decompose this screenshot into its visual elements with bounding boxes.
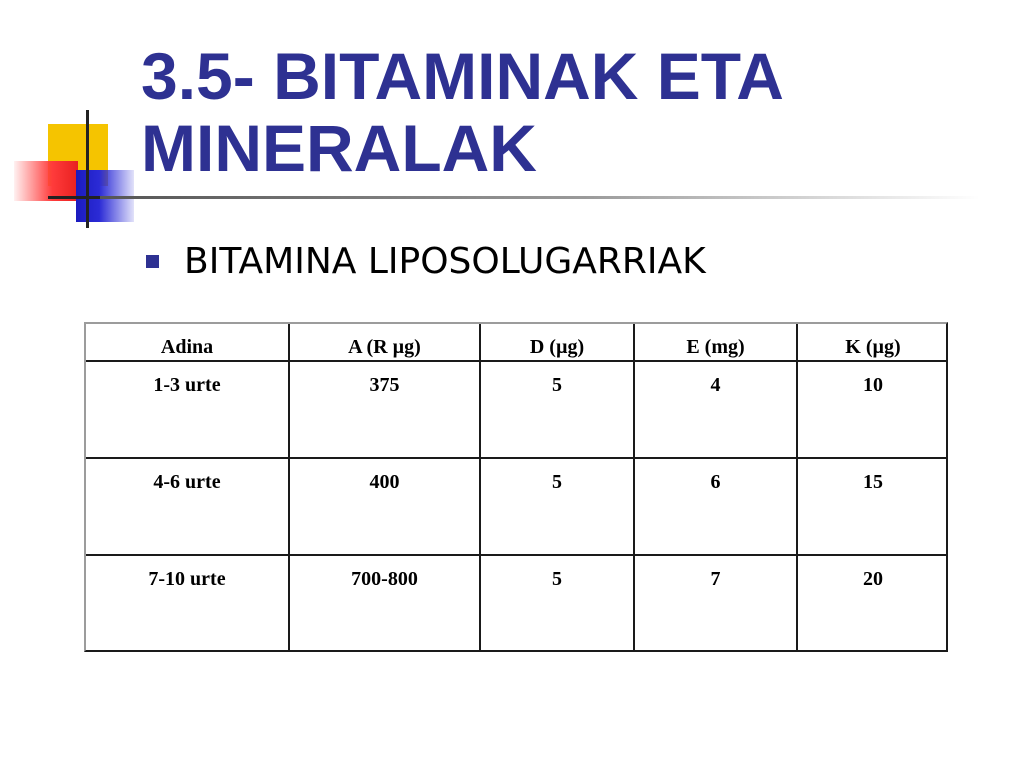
table-cell: 5	[480, 361, 634, 458]
title-underline-rule	[100, 196, 980, 199]
table-cell-age: 7-10 urte	[86, 555, 289, 650]
header-cell-age: Adina	[86, 324, 289, 361]
header-cell-vitamin-k: K (µg)	[797, 324, 948, 361]
header-cell-vitamin-e: E (mg)	[634, 324, 797, 361]
table-cell: 4	[634, 361, 797, 458]
table-cell: 20	[863, 568, 883, 591]
table-cell: 15	[797, 458, 948, 555]
table-cell: 5	[480, 458, 634, 555]
square-bullet-icon	[146, 255, 159, 268]
table-cell: 375	[289, 361, 480, 458]
table-cell: 6	[634, 458, 797, 555]
table-header-row	[86, 324, 948, 361]
table-cell-age: 4-6 urte	[86, 458, 289, 555]
slide-title	[141, 40, 1001, 184]
table-cell: 400	[289, 458, 480, 555]
table-cell: 7	[634, 555, 797, 650]
slide-title-line-1: 3.5- BITAMINAK ETA	[141, 39, 784, 113]
table-row	[86, 458, 948, 555]
table-row	[86, 555, 948, 650]
slide-title-line-2: MINERALAK	[141, 111, 537, 185]
bullet-item	[146, 236, 706, 286]
table-cell: 700-800	[289, 555, 480, 650]
deco-red-bar	[14, 161, 78, 201]
table-cell: 10	[797, 361, 948, 458]
header-cell-vitamin-d: D (µg)	[480, 324, 634, 361]
table-cell: 5	[480, 555, 634, 650]
decorative-corner-graphic	[0, 0, 160, 240]
table-cell-age: 1-3 urte	[86, 361, 289, 458]
deco-horizontal-line	[48, 196, 108, 199]
header-cell-vitamin-a: A (R µg)	[289, 324, 480, 361]
vitamin-table	[86, 324, 948, 650]
table-row	[86, 361, 948, 458]
deco-vertical-line	[86, 110, 89, 228]
vitamin-table-container	[84, 322, 948, 652]
bullet-text: BITAMINA LIPOSOLUGARRIAK	[184, 240, 706, 282]
